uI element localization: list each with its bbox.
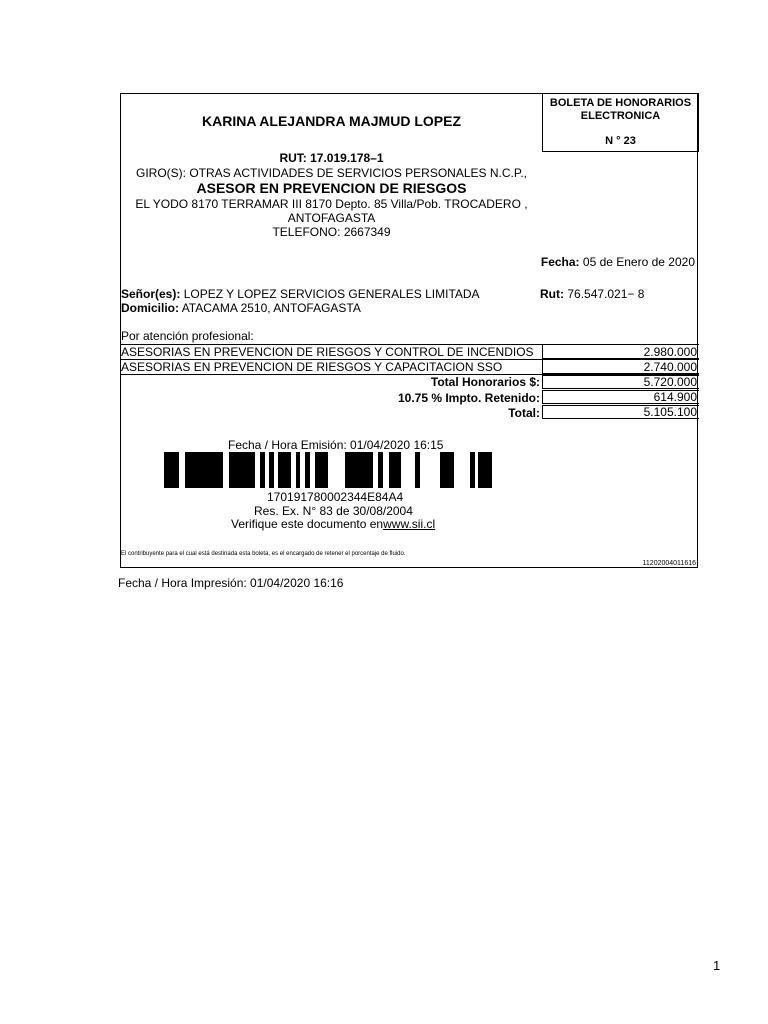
domicilio-label: Domicilio: bbox=[121, 301, 180, 315]
barcode-image bbox=[164, 452, 494, 488]
client-rut bbox=[540, 287, 644, 301]
issuer-profession: ASESOR EN PREVENCION DE RIESGOS bbox=[196, 180, 467, 196]
client-rut-value: 76.547.021− 8 bbox=[567, 287, 645, 301]
document-code: 11202004011616 bbox=[642, 560, 696, 567]
impto-retenido-value: 614.900 bbox=[542, 390, 699, 404]
total-value: 5.105.100 bbox=[542, 405, 699, 419]
client-name bbox=[121, 287, 480, 301]
client-rut-label: Rut: bbox=[540, 287, 564, 301]
issuer-rut: RUT: 17.019.178–1 bbox=[279, 151, 384, 165]
fecha-label: Fecha: bbox=[540, 255, 580, 269]
page-number: 1 bbox=[713, 958, 721, 973]
service-row bbox=[121, 359, 699, 375]
verify-prefix: Verifique este documento en bbox=[231, 517, 384, 531]
total-honorarios-label: Total Honorarios $: bbox=[430, 375, 540, 389]
print-datetime: Fecha / Hora Impresión: 01/04/2020 16:16 bbox=[118, 576, 344, 590]
domicilio-value: ATACAMA 2510, ANTOFAGASTA bbox=[181, 301, 361, 315]
impto-retenido-label: 10.75 % Impto. Retenido: bbox=[397, 391, 540, 405]
issuer-phone: TELEFONO: 2667349 bbox=[272, 225, 391, 239]
sii-link[interactable]: www.sii.cl bbox=[383, 517, 436, 531]
verify-text bbox=[231, 517, 435, 531]
service-row bbox=[121, 344, 699, 359]
resolution-text: Res. Ex. N° 83 de 30/08/2004 bbox=[254, 504, 413, 518]
issuer-giro: GIRO(S): OTRAS ACTIVIDADES DE SERVICIOS PERSONALES N.C.P., bbox=[136, 166, 527, 180]
senor-value: LOPEZ Y LOPEZ SERVICIOS GENERALES LIMITADA bbox=[183, 287, 480, 301]
issuer-name: KARINA ALEJANDRA MAJMUD LOPEZ bbox=[202, 113, 461, 129]
total-honorarios-value: 5.720.000 bbox=[542, 375, 699, 389]
emission-datetime: Fecha / Hora Emisión: 01/04/2020 16:15 bbox=[228, 438, 444, 452]
boleta-title-line2: ELECTRONICA bbox=[580, 110, 661, 122]
service-description: ASESORIAS EN PREVENCION DE RIESGOS Y CAPACITACION SSO bbox=[121, 360, 503, 374]
service-amount: 2.740.000 bbox=[542, 359, 699, 374]
boleta-header-box bbox=[542, 93, 699, 152]
retention-note: El contribuyente para el cual está destinada esta boleta, es el encargado de retener el porcentaje de fluido. bbox=[121, 551, 406, 557]
service-amount: 2.980.000 bbox=[542, 344, 699, 359]
client-address bbox=[121, 301, 361, 315]
senor-label: Señor(es): bbox=[121, 287, 181, 301]
boleta-document bbox=[120, 93, 698, 568]
fecha-value: 05 de Enero de 2020 bbox=[582, 255, 695, 269]
services-intro: Por atención profesional: bbox=[121, 329, 254, 343]
boleta-number: N ° 23 bbox=[605, 135, 636, 147]
issuer-address-line2: ANTOFAGASTA bbox=[287, 211, 376, 225]
service-description: ASESORIAS EN PREVENCION DE RIESGOS Y CONTROL DE INCENDIOS bbox=[121, 345, 534, 359]
issue-date bbox=[541, 255, 695, 269]
barcode-text: 170191780002344E84A4 bbox=[267, 490, 404, 504]
total-label: Total: bbox=[508, 406, 540, 420]
boleta-title-line1: BOLETA DE HONORARIOS bbox=[549, 97, 692, 109]
issuer-address-line1: EL YODO 8170 TERRAMAR III 8170 Depto. 85 Villa/Pob. TROCADERO , bbox=[135, 197, 528, 211]
